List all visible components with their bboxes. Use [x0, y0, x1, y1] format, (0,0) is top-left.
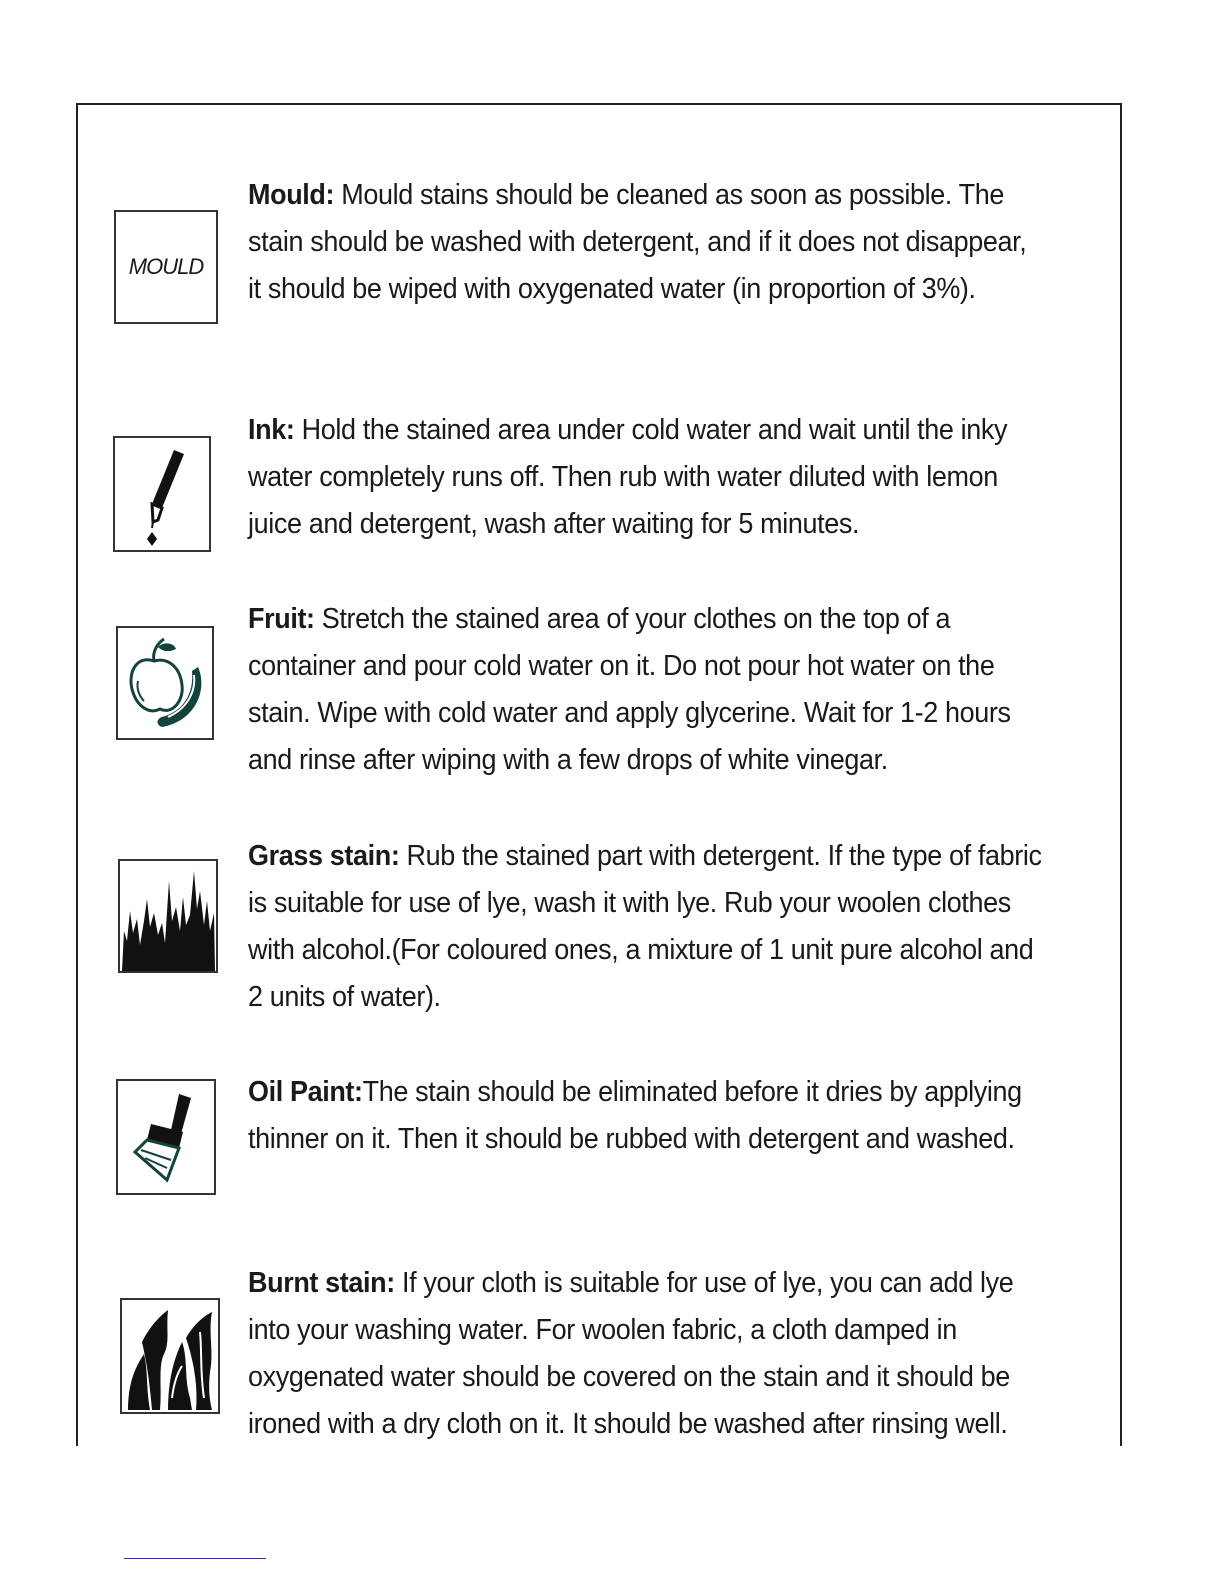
stain-title: Mould: — [248, 179, 335, 211]
mould-icon — [114, 210, 218, 324]
stain-description — [248, 596, 1043, 784]
stain-description — [248, 833, 1043, 1021]
stain-text: If your cloth is suitable for use of lye, you can add lye into your washing water. For woolen fabric, a cloth damped in oxygenated water should be covered on the stain and it should be ironed with a dry cloth on it. It should be washed after rinsing well. — [248, 1267, 1014, 1440]
stain-description — [248, 1260, 1043, 1448]
stain-description — [248, 1069, 1043, 1163]
fruit-icon — [116, 626, 214, 740]
stain-description — [248, 407, 1043, 548]
stain-text: Rub the stained part with detergent. If the type of fabric is suitable for use of lye, wash it with lye. Rub your woolen clothes with alcohol.(For coloured ones, a mixture of 1 unit pure alcohol and 2 units of water). — [248, 840, 1042, 1013]
stain-description — [248, 172, 1043, 313]
stain-guide-frame — [76, 103, 1122, 1446]
stain-title: Fruit: — [248, 603, 315, 635]
stain-text: Stretch the stained area of your clothes on the top of a container and pour cold water on it. Do not pour hot water on the stain. Wipe with cold water and apply glycerine. Wait for 1-2 hours and rinse after wiping with a few drops of white vinegar. — [248, 603, 1011, 776]
stain-text: The stain should be eliminated before it dries by applying thinner on it. Then it should be rubbed with detergent and washed. — [248, 1076, 1022, 1155]
ink-pen-icon — [113, 436, 211, 552]
stain-title: Grass stain: — [248, 840, 400, 872]
ink-pen-graphic — [122, 442, 202, 546]
flame-icon — [120, 1298, 220, 1414]
stain-text: Mould stains should be cleaned as soon as possible. The stain should be washed with detergent, and if it does not disappear, it should be wiped with oxygenated water (in proportion of 3%). — [248, 179, 1027, 305]
footnote-divider — [124, 1558, 266, 1559]
paint-brush-graphic — [121, 1084, 211, 1190]
fruit-graphic — [122, 631, 208, 735]
stain-title: Ink: — [248, 414, 295, 446]
stain-title: Oil Paint: — [248, 1076, 363, 1108]
flame-graphic — [124, 1302, 216, 1410]
mould-icon-label: MOULD — [128, 254, 204, 279]
stain-text: Hold the stained area under cold water and wait until the inky water completely runs off. Then rub with water diluted with lemon juice and detergent, wash after waiting for 5 minutes. — [248, 414, 1008, 540]
stain-title: Burnt stain: — [248, 1267, 395, 1299]
grass-graphic — [120, 861, 216, 971]
grass-icon — [118, 859, 218, 973]
paint-brush-icon — [116, 1079, 216, 1195]
